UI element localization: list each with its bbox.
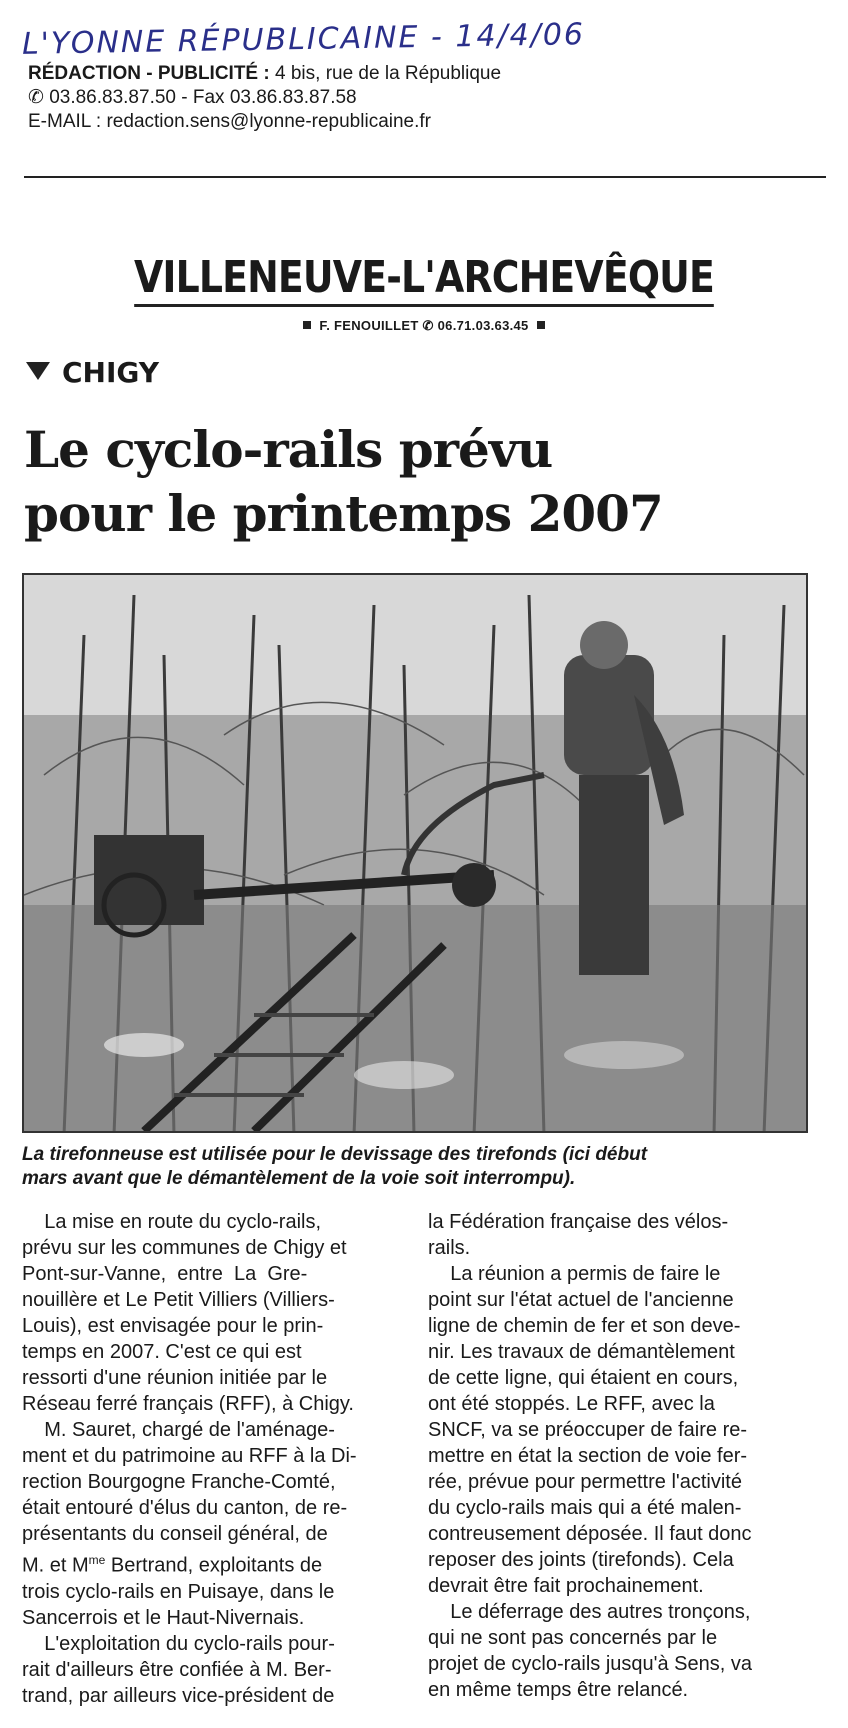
kicker	[26, 356, 159, 389]
column-line: SNCF, va se préoccuper de faire re-	[428, 1419, 748, 1441]
email-line: E-MAIL : redaction.sens@lyonne-republicaine.fr	[28, 111, 431, 132]
column-line: M. et $M^{me}$ Bertrand, exploitants de	[22, 1553, 323, 1577]
byline-text: F. FENOUILLET ✆ 06.71.03.63.45	[319, 318, 529, 333]
column-line: la Fédération française des vélos-	[428, 1211, 729, 1233]
column-line: trois cyclo-rails en Puisaye, dans le	[22, 1580, 335, 1603]
column-line: Sancerrois et le Haut-Nivernais.	[22, 1606, 305, 1629]
column-line: Pont-sur-Vanne, entre La Gre-	[22, 1263, 308, 1285]
headline-line: pour le printemps 2007	[24, 484, 663, 543]
column-line: nir. Les travaux de démantèlement	[428, 1341, 735, 1363]
column-line: Réseau ferré français (RFF), à Chigy.	[22, 1393, 354, 1415]
column-line: rection Bourgogne Franche-Comté,	[22, 1471, 336, 1493]
column-line: nouillère et Le Petit Villiers (Villiers-	[22, 1289, 335, 1311]
column-line: L'exploitation du cyclo-rails pour-	[22, 1632, 335, 1655]
column-line: prévu sur les communes de Chigy et	[22, 1237, 347, 1259]
column-line: contreusement déposée. Il faut donc	[428, 1523, 752, 1545]
byline	[0, 318, 848, 334]
contact-address-line	[28, 62, 501, 86]
column-line: ont été stoppés. Le RFF, avec la	[428, 1393, 715, 1415]
photo-illustration	[24, 575, 806, 1131]
column-line: était entouré d'élus du canton, de re-	[22, 1497, 348, 1519]
headline-line: Le cyclo-rails prévu	[24, 420, 553, 479]
column-line: trand, par ailleurs vice-président de	[22, 1684, 335, 1707]
section-town-title: VILLENEUVE-L'ARCHEVÊQUE	[59, 252, 788, 303]
column-line: La réunion a permis de faire le	[428, 1263, 721, 1285]
column-line: présentants du conseil général, de	[22, 1523, 328, 1545]
phone-fax-line: ✆ 03.86.83.87.50 - Fax 03.86.83.87.58	[28, 87, 357, 108]
caption-line: mars avant que le démantèlement de la voie soit interrompu).	[22, 1168, 576, 1189]
column-line: ligne de chemin de fer et son deve-	[428, 1315, 741, 1337]
column-line: ment et du patrimoine au RFF à la Di-	[22, 1445, 357, 1467]
article-column-2	[428, 1209, 752, 1703]
column-line: reposer des joints (tirefonds). Cela	[428, 1549, 734, 1571]
kicker-text: CHIGY	[62, 356, 160, 389]
column-line: ressorti d'une réunion initiée par le	[22, 1367, 328, 1389]
contact-label: RÉDACTION - PUBLICITÉ :	[28, 63, 270, 84]
column-line: du cyclo-rails mais qui a été malen-	[428, 1497, 742, 1519]
contact-block	[28, 62, 501, 134]
column-line: projet de cyclo-rails jusqu'à Sens, va	[428, 1653, 752, 1675]
column-line: La mise en route du cyclo-rails,	[22, 1211, 322, 1233]
column-line: rails.	[428, 1237, 471, 1259]
headline	[24, 418, 824, 546]
article-photo	[22, 573, 808, 1133]
triangle-down-icon	[26, 362, 50, 380]
column-line: de cette ligne, qui étaient en cours,	[428, 1367, 739, 1389]
square-bullet-icon	[303, 321, 311, 329]
column-line: mettre en état la section de voie fer-	[428, 1445, 748, 1467]
contact-address: 4 bis, rue de la République	[275, 63, 502, 84]
column-line: en même temps être relancé.	[428, 1679, 689, 1701]
column-line: devrait être fait prochainement.	[428, 1575, 704, 1597]
column-line: rée, prévue pour permettre l'activité	[428, 1471, 742, 1493]
handwritten-source-note: L'YONNE RÉPUBLICAINE - 14/4/06	[21, 17, 586, 62]
column-line: temps en 2007. C'est ce qui est	[22, 1341, 302, 1363]
column-line: Louis), est envisagée pour le prin-	[22, 1315, 324, 1337]
column-line: Le déferrage des autres tronçons,	[428, 1601, 751, 1623]
column-line: rait d'ailleurs être confiée à M. Ber-	[22, 1658, 332, 1681]
column-line: qui ne sont pas concernés par le	[428, 1627, 718, 1649]
column-line: M. Sauret, chargé de l'aménage-	[22, 1419, 335, 1441]
caption-line: La tirefonneuse est utilisée pour le devissage des tirefonds (ici début	[22, 1144, 648, 1165]
article-column-1	[22, 1209, 357, 1709]
square-bullet-icon	[537, 321, 545, 329]
header-rule	[24, 176, 826, 178]
column-line: point sur l'état actuel de l'ancienne	[428, 1289, 734, 1311]
photo-caption	[22, 1143, 812, 1191]
